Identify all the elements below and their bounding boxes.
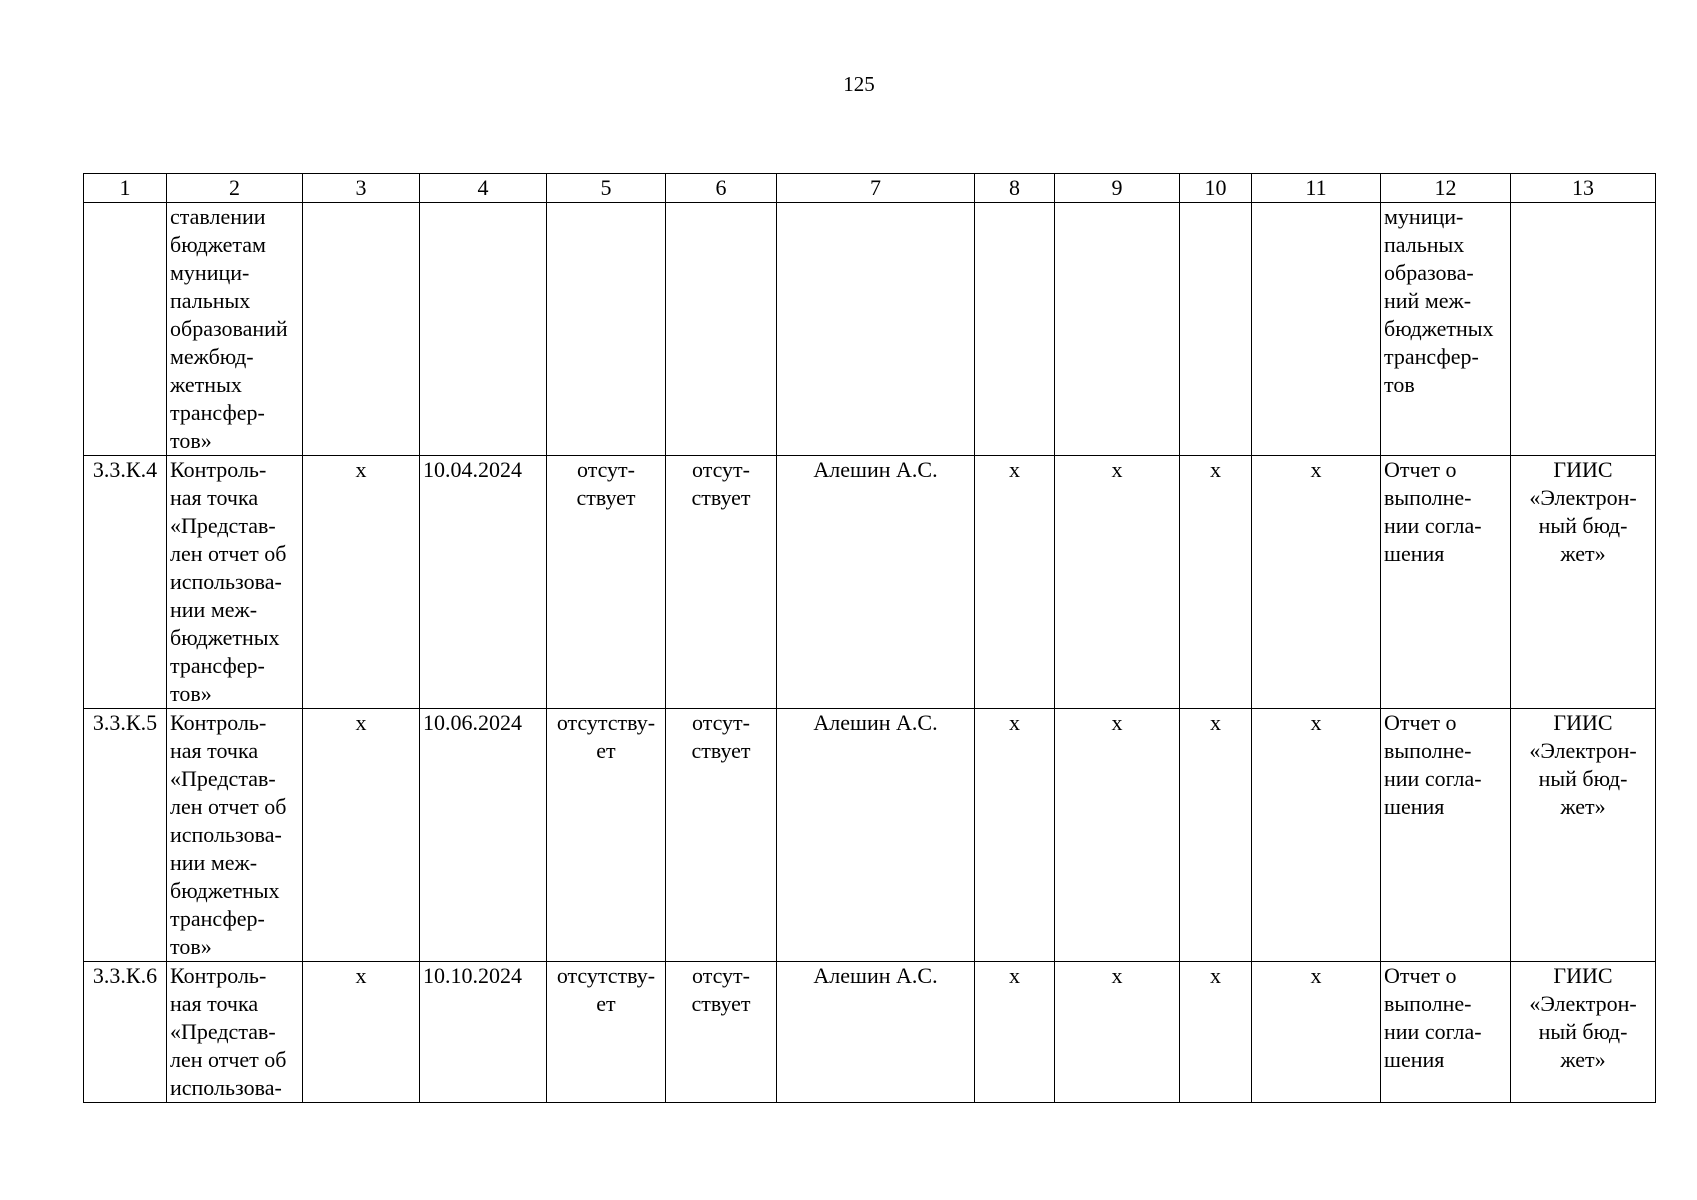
table-row <box>84 456 1656 709</box>
cell-col8: х <box>975 709 1055 962</box>
cell-col6: отсут- ствует <box>666 456 777 709</box>
table-row <box>84 709 1656 962</box>
column-header: 9 <box>1055 174 1180 203</box>
cell-col3 <box>303 203 420 456</box>
cell-date: 10.04.2024 <box>420 456 547 709</box>
cell-col11: х <box>1252 962 1381 1103</box>
cell-col5: отсутству- ет <box>547 962 666 1103</box>
table-header-row <box>84 174 1656 203</box>
table-row <box>84 203 1656 456</box>
cell-col11: х <box>1252 456 1381 709</box>
cell-system: ГИИС «Электрон- ный бюд- жет» <box>1511 456 1656 709</box>
cell-col5: отсутству- ет <box>547 709 666 962</box>
cell-col5: отсут- ствует <box>547 456 666 709</box>
cell-name: Контроль- ная точка «Представ- лен отчет об использова- <box>167 962 303 1103</box>
cell-col5 <box>547 203 666 456</box>
cell-date: 10.06.2024 <box>420 709 547 962</box>
cell-col8: х <box>975 456 1055 709</box>
cell-col9 <box>1055 203 1180 456</box>
cell-col8 <box>975 203 1055 456</box>
column-header: 5 <box>547 174 666 203</box>
cell-col9: х <box>1055 709 1180 962</box>
cell-name: ставлении бюджетам муници- пальных образований межбюд- жетных трансфер- тов» <box>167 203 303 456</box>
cell-number: 3.3.К.5 <box>84 709 167 962</box>
column-header: 6 <box>666 174 777 203</box>
cell-responsible: Алешин А.С. <box>777 456 975 709</box>
cell-responsible <box>777 203 975 456</box>
cell-col3: х <box>303 709 420 962</box>
cell-col9: х <box>1055 456 1180 709</box>
cell-number: 3.3.К.4 <box>84 456 167 709</box>
control-points-table <box>83 173 1656 1103</box>
cell-col6 <box>666 203 777 456</box>
cell-document: Отчет о выполне- нии согла- шения <box>1381 962 1511 1103</box>
cell-system: ГИИС «Электрон- ный бюд- жет» <box>1511 962 1656 1103</box>
table-row <box>84 962 1656 1103</box>
column-header: 2 <box>167 174 303 203</box>
cell-col11: х <box>1252 709 1381 962</box>
cell-number <box>84 203 167 456</box>
column-header: 7 <box>777 174 975 203</box>
cell-responsible: Алешин А.С. <box>777 962 975 1103</box>
cell-name: Контроль- ная точка «Представ- лен отчет об использова- нии меж- бюджетных трансфер- тов» <box>167 709 303 962</box>
cell-date <box>420 203 547 456</box>
column-header: 11 <box>1252 174 1381 203</box>
cell-col10: х <box>1180 456 1252 709</box>
column-header: 1 <box>84 174 167 203</box>
column-header: 12 <box>1381 174 1511 203</box>
cell-col3: х <box>303 962 420 1103</box>
cell-col10 <box>1180 203 1252 456</box>
cell-document: Отчет о выполне- нии согла- шения <box>1381 456 1511 709</box>
cell-date: 10.10.2024 <box>420 962 547 1103</box>
cell-document: Отчет о выполне- нии согла- шения <box>1381 709 1511 962</box>
cell-col10: х <box>1180 709 1252 962</box>
cell-system: ГИИС «Электрон- ный бюд- жет» <box>1511 709 1656 962</box>
cell-col6: отсут- ствует <box>666 709 777 962</box>
column-header: 13 <box>1511 174 1656 203</box>
column-header: 3 <box>303 174 420 203</box>
cell-col9: х <box>1055 962 1180 1103</box>
cell-col8: х <box>975 962 1055 1103</box>
cell-col11 <box>1252 203 1381 456</box>
column-header: 10 <box>1180 174 1252 203</box>
page-number: 125 <box>843 72 875 96</box>
cell-number: 3.3.К.6 <box>84 962 167 1103</box>
cell-col6: отсут- ствует <box>666 962 777 1103</box>
cell-col10: х <box>1180 962 1252 1103</box>
column-header: 8 <box>975 174 1055 203</box>
cell-system <box>1511 203 1656 456</box>
cell-name: Контроль- ная точка «Представ- лен отчет об использова- нии меж- бюджетных трансфер- тов» <box>167 456 303 709</box>
cell-document: муници- пальных образова- ний меж- бюджетных трансфер- тов <box>1381 203 1511 456</box>
cell-col3: х <box>303 456 420 709</box>
cell-responsible: Алешин А.С. <box>777 709 975 962</box>
column-header: 4 <box>420 174 547 203</box>
